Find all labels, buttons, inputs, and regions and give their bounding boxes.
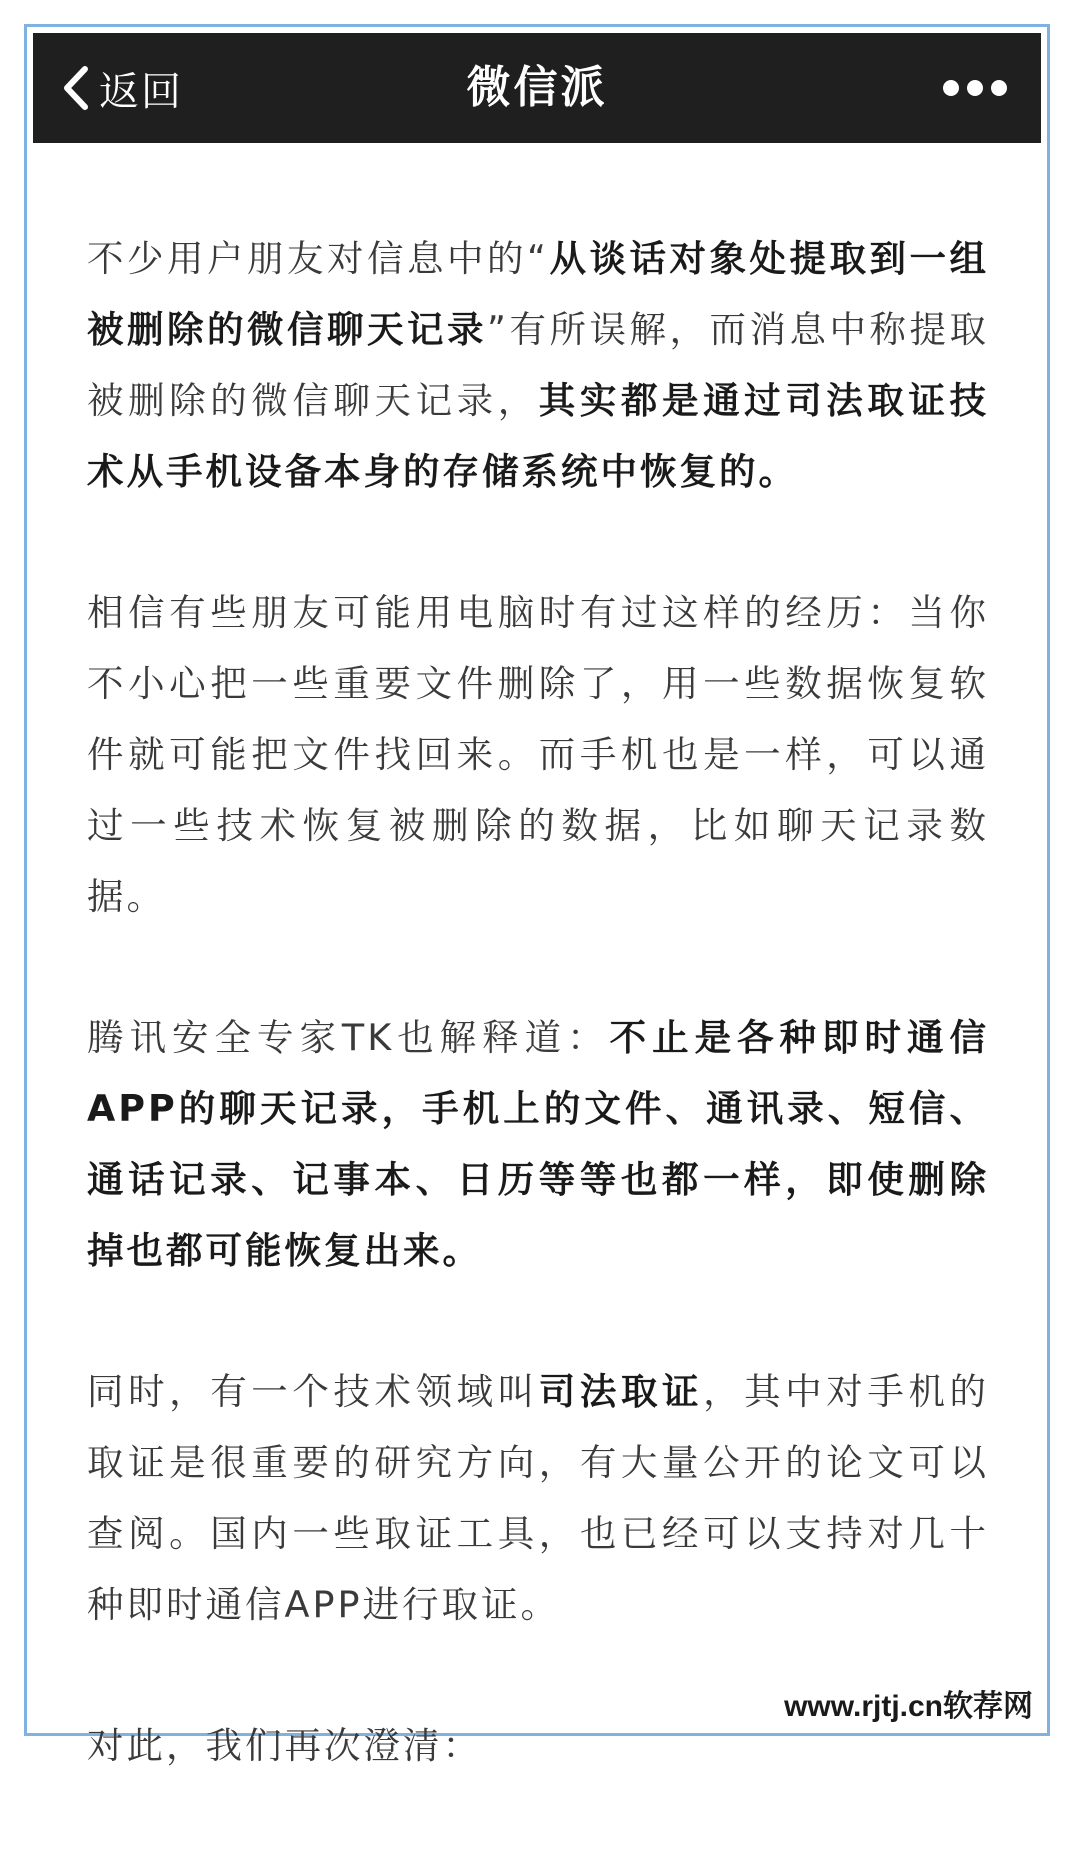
bold-run: 从谈话对象处提取到一组被删除的微信聊天记录 bbox=[87, 237, 989, 351]
article-body bbox=[87, 223, 989, 1851]
more-button[interactable] bbox=[943, 33, 1007, 143]
bold-run: 司法取证 bbox=[538, 1370, 704, 1413]
page-title: 微信派 bbox=[466, 62, 608, 113]
text-run: 对此，我们再次澄清： bbox=[87, 1724, 482, 1767]
bold-run: 不止是各种即时通信APP的聊天记录，手机上的文件、通讯录、短信、通话记录、记事本、日历等等也都一样，即使删除掉也都可能恢复出来。 bbox=[87, 1016, 989, 1272]
site-watermark: www.rjtj.cn软荐网 bbox=[776, 1677, 1041, 1731]
text-run: ，其中对手机的取证是很重要的研究方向，有大量公开的论文可以查阅。国内一些取证工具，也已经可以支持对几十种即时通信APP进行取证。 bbox=[87, 1370, 990, 1626]
bold-run: 其实都是通过司法取证技术从手机设备本身的存储系统中恢复的。 bbox=[87, 379, 990, 493]
more-dots-icon bbox=[967, 80, 983, 96]
text-run: 腾讯安全专家TK也解释道： bbox=[87, 1016, 610, 1059]
screenshot-frame bbox=[24, 24, 1050, 1767]
text-run: 不少用户朋友对信息中的“ bbox=[87, 237, 549, 280]
text-run: 相信有些朋友可能用电脑时有过这样的经历：当你不小心把一些重要文件删除了，用一些数据恢复软件就可能把文件找回来。而手机也是一样，可以通过一些技术恢复被删除的数据，比如聊天记录数据。 bbox=[87, 591, 989, 918]
more-dots-icon bbox=[943, 80, 959, 96]
text-run: ”有所误解，而消息中称提取被删除的微信聊天记录， bbox=[87, 308, 989, 422]
article-paragraph-3 bbox=[87, 1002, 989, 1286]
article-paragraph-4 bbox=[87, 1356, 989, 1640]
more-dots-icon bbox=[991, 80, 1007, 96]
top-navbar bbox=[33, 33, 1041, 143]
back-label: 返回 bbox=[99, 68, 183, 115]
text-run: 同时，有一个技术领域叫 bbox=[87, 1370, 539, 1413]
article-paragraph-1 bbox=[87, 223, 989, 507]
article-paragraph-2 bbox=[87, 577, 989, 932]
